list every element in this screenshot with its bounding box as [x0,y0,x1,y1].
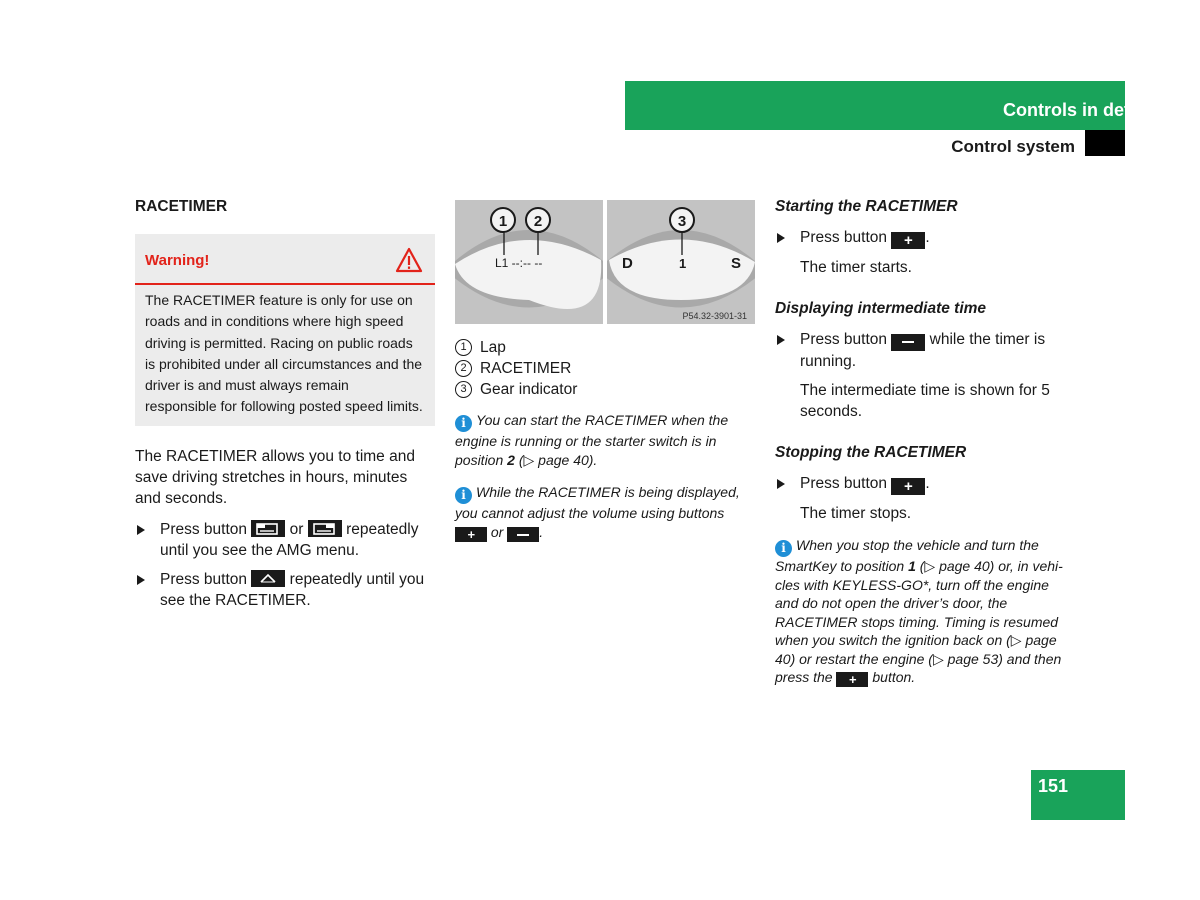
plus-button-icon: + [891,478,925,495]
legend-number: 2 [455,360,472,377]
instrument-cluster-graphic [455,200,755,324]
note-bold: 1 [908,558,916,574]
legend-item [455,379,755,400]
warning-header [135,234,435,285]
stop-result: The timer stops. [800,505,912,522]
gear-s-label: S [731,255,742,272]
gear-display-panel [607,200,755,324]
column-left [135,196,435,619]
warning-triangle-icon [395,247,423,273]
racetimer-display-panel [455,200,603,324]
intro-paragraph: The RACETIMER allows you to time and save driving stretches in hours, minutes and seconds. [135,447,415,507]
page-number-box [1031,770,1125,820]
step-text: while the timer is running. [800,331,1046,370]
warning-title: Warning! [145,251,210,269]
step-text: or [289,520,304,538]
scroll-up-button-icon [251,570,285,587]
step-text: Press button [160,520,248,538]
info-icon: i [775,540,792,557]
step-intermediate [775,329,1075,372]
intermediate-result: The intermediate time is shown for 5 seconds. [800,382,1050,420]
stop-heading: Stopping the RACETIMER [775,444,967,461]
note-text: button. [872,669,916,685]
callout-3: 3 [677,213,687,230]
intermediate-heading: Displaying intermediate time [775,300,987,317]
next-page-button-icon [308,520,342,537]
legend-item [455,337,755,358]
callout-2: 2 [533,213,543,230]
note-text: You can start the RACETIMER when the engine is running or the starter switch is in position [455,412,729,468]
bullet-arrow-icon [777,479,785,489]
column-right [775,196,1075,687]
step-start [775,227,1075,249]
figure-code: P54.32-3901-31 [682,311,747,321]
plus-button-icon: + [836,672,868,687]
step-stop [775,473,1075,495]
step-text: Press button [800,475,888,492]
minus-button-icon [891,334,925,351]
warning-box [135,234,435,426]
info-note-volume [455,483,755,542]
info-icon: i [455,415,472,432]
lap-readout: L1 --:-- -- [495,256,543,270]
legend-label: Lap [480,339,506,356]
bullet-arrow-icon [137,575,145,585]
info-note-stop [775,536,1075,687]
racetimer-heading: RACETIMER [135,198,228,215]
legend-number: 1 [455,339,472,356]
info-icon: i [455,487,472,504]
info-note-start [455,411,755,469]
plus-button-icon: + [455,527,487,542]
minus-button-icon [507,527,539,542]
note-text: (▷ page 40) or, in vehi-cles with KEYLESS-GO*, turn off the engine and do not open the driver’s door, the RACETIMER stops timing. Timing is resumed when you switch the ignition back on (▷ page 40) or restart the engine (▷ page 53) and then press the [775,558,1063,685]
legend-number: 3 [455,381,472,398]
callout-1: 1 [498,213,508,230]
column-middle [455,200,755,542]
step-text: Press button [160,570,248,588]
legend-label: Gear indicator [480,381,578,398]
chapter-title: Controls in detail [1002,100,1150,120]
start-result: The timer starts. [800,259,912,276]
step-open-racetimer [135,569,435,611]
gear-number: 1 [679,256,687,271]
step-text: . [925,229,930,246]
plus-button-icon: + [891,232,925,249]
step-text: Press button [800,229,888,246]
warning-text: The RACETIMER feature is only for use on roads and in conditions where high speed driving is permitted. Racing on public roads is prohibited under all circumstances and the driver is and must always remain responsible for following posted speed limits. [145,292,423,415]
step-text: . [925,475,930,492]
prev-page-button-icon [251,520,285,537]
legend-label: RACETIMER [480,360,572,377]
bullet-arrow-icon [777,335,785,345]
note-text: While the RACETIMER is being displayed, you cannot adjust the volume using buttons [455,484,740,521]
bullet-arrow-icon [137,525,145,535]
start-heading: Starting the RACETIMER [775,198,958,215]
page-number: 151 [1038,776,1069,796]
section-marker [1085,130,1125,156]
section-title: Control system [951,137,1075,156]
legend-item [455,358,755,379]
note-text: (▷ page 40). [518,451,598,468]
step-text: repeatedly until you see the RACETIMER. [160,570,425,609]
note-bold: 2 [507,451,515,468]
step-text: Press button [800,331,888,348]
note-text: When you stop the vehicle and turn the SmartKey to position [775,537,1039,574]
step-text: repeatedly until you see the AMG menu. [160,520,419,559]
bullet-arrow-icon [777,233,785,243]
step-open-amg-menu [135,519,435,561]
gear-d-label: D [622,255,633,272]
note-text: . [539,523,544,540]
note-text: or [490,523,504,540]
legend [455,337,755,400]
